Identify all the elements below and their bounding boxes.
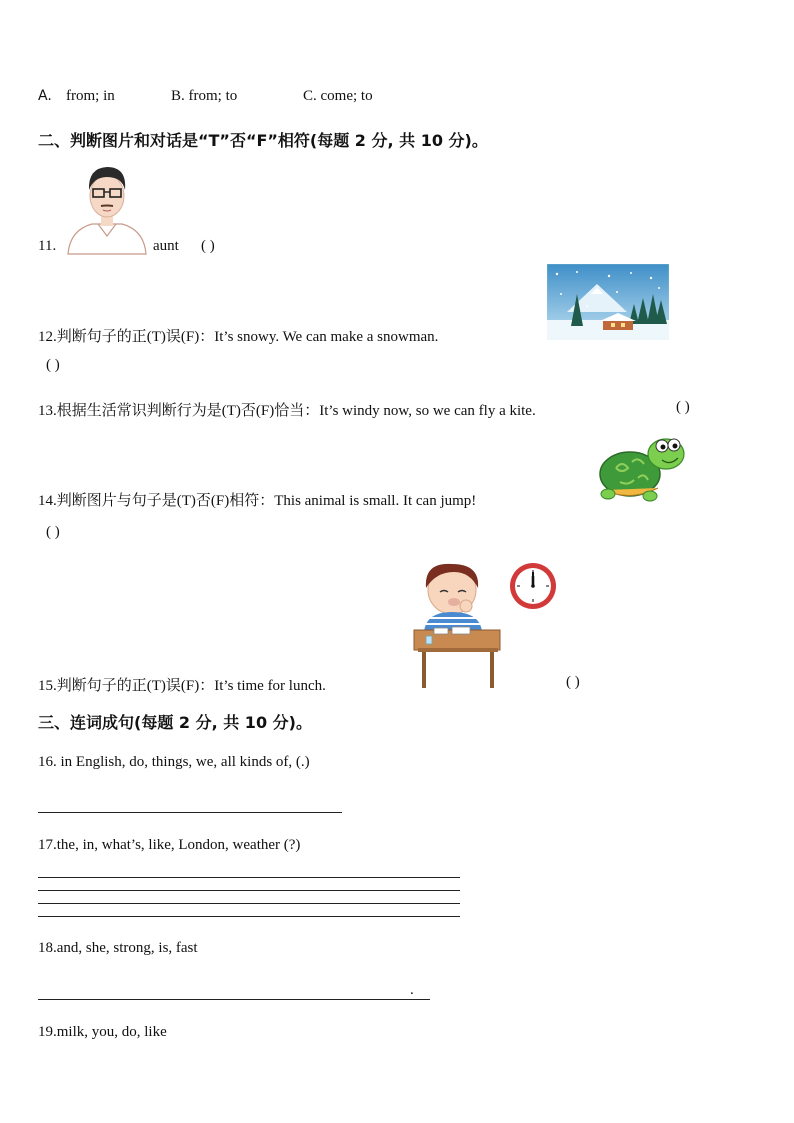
- q12-answer-blank[interactable]: ( ): [46, 357, 60, 373]
- q12-text: 12.判断句子的正(T)误(F)：It’s snowy. We can make a snowman.: [38, 329, 439, 345]
- q11-word: aunt: [153, 238, 179, 254]
- q14-answer-blank[interactable]: ( ): [46, 524, 60, 540]
- q18-period: .: [410, 982, 414, 998]
- q19-text: 19.milk, you, do, like: [38, 1024, 167, 1040]
- q15-text: 15.判断句子的正(T)误(F)：It’s time for lunch.: [38, 678, 326, 694]
- q18-answer-line[interactable]: [38, 999, 430, 1000]
- q17-answer-line-4[interactable]: [38, 916, 460, 917]
- q16-answer-line[interactable]: [38, 812, 342, 813]
- q15-answer-blank[interactable]: ( ): [566, 674, 580, 690]
- q13-answer-blank[interactable]: ( ): [676, 399, 690, 415]
- option-c-text: C. come; to: [303, 88, 373, 104]
- section-3-title: 三、连词成句(每题 2 分, 共 10 分)。: [38, 713, 312, 732]
- q11-number: 11.: [38, 238, 57, 254]
- man-illustration: [64, 160, 150, 256]
- q16-text: 16. in English, do, things, we, all kinds of, (.): [38, 754, 310, 770]
- q18-text: 18.and, she, strong, is, fast: [38, 940, 198, 956]
- turtle-image: [596, 432, 688, 504]
- section-2-title: 二、判断图片和对话是“T”否“F”相符(每题 2 分, 共 10 分)。: [38, 131, 488, 150]
- q17-answer-line-2[interactable]: [38, 890, 460, 891]
- q14-text: 14.判断图片与句子是(T)否(F)相符：This animal is small. It can jump!: [38, 493, 477, 509]
- snow-scene-image: [547, 264, 669, 340]
- option-b-text: B. from; to: [171, 88, 238, 104]
- q17-answer-line-3[interactable]: [38, 903, 460, 904]
- q17-answer-line-1[interactable]: [38, 877, 460, 878]
- option-a-text: from; in: [66, 88, 115, 104]
- q11-answer-blank[interactable]: ( ): [201, 238, 215, 254]
- clock-icon: [508, 561, 558, 611]
- boy-eating-image: [410, 560, 506, 690]
- q13-text: 13.根据生活常识判断行为是(T)否(F)恰当：It’s windy now, so we can fly a kite.: [38, 403, 536, 419]
- q17-text: 17.the, in, what’s, like, London, weather (?): [38, 837, 301, 853]
- option-a-letter: A.: [38, 88, 52, 104]
